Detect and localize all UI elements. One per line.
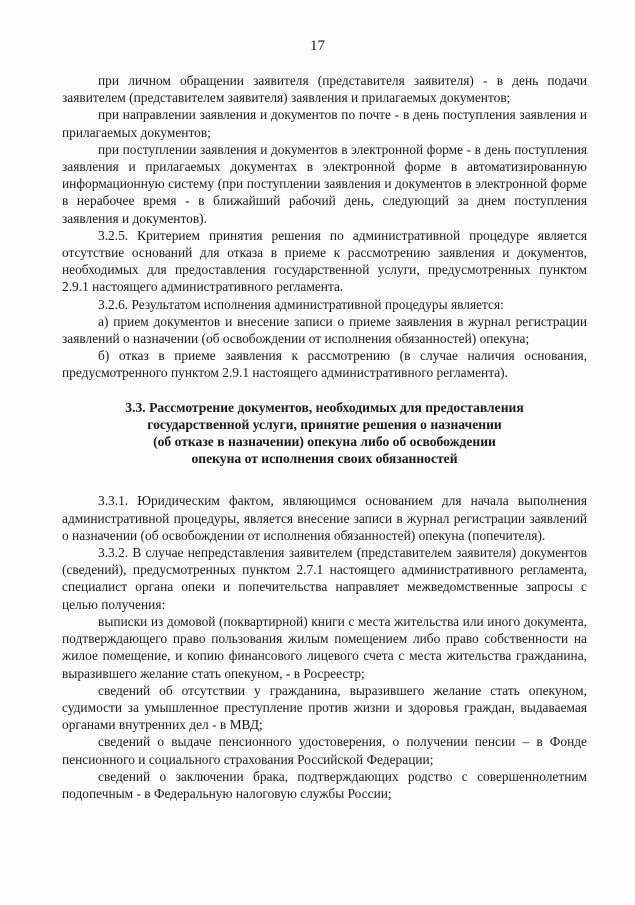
section-heading-line: опекуна от исполнения своих обязанностей xyxy=(191,451,458,467)
document-body xyxy=(62,72,587,802)
section-heading xyxy=(62,399,587,468)
paragraph: при поступлении заявления и документов в электронной форме - в день поступления заявления и прилагаемых документах в электронной форме в автоматизированную информационную систему (при поступлении заявления и документов в электронной форме в нерабочее время - в ближайший рабочий день, следующий за днем поступления заявления и документов). xyxy=(62,141,587,226)
paragraph: 3.3.1. Юридическим фактом, являющимся основанием для начала выполнения административной процедуры, является внесение записи в журнал регистрации заявлений о назначении (об освобождении от исполнения обязанностей) опекуна (попечителя). xyxy=(62,493,587,543)
section-heading-line: государственной услуги, принятие решения о назначении xyxy=(147,416,502,432)
paragraph: 3.3.2. В случае непредставления заявителем (представителем заявителя) документов (сведений), предусмотренных пунктом 2.7.1 настоящего административного регламента, специалист органа опеки и попечительства направляет межведомственные запросы с целью получения: xyxy=(62,545,587,612)
paragraph: сведений о выдаче пенсионного удостоверения, о получении пенсии – в Фонде пенсионного и социального страхования Российской Федерации; xyxy=(62,734,587,767)
paragraph: при личном обращении заявителя (представителя заявителя) - в день подачи заявителем (представителем заявителя) заявления и прилагаемых документов; xyxy=(62,73,587,106)
page-number: 17 xyxy=(310,38,325,54)
paragraph: сведений об отсутствии у гражданина, выразившего желание стать опекуном, судимости за умышленное преступление против жизни и здоровья граждан, выдаваемая органами внутренних дел - в МВД; xyxy=(62,682,587,733)
paragraph: при направлении заявления и документов по почте - в день поступления заявления и прилагаемых документов; xyxy=(62,107,587,140)
paragraph: а) прием документов и внесение записи о приеме заявления в журнал регистрации заявлений о назначении (об освобождении от исполнения обязанностей) опекуна; xyxy=(62,313,587,347)
paragraph: 3.2.5. Критерием принятия решения по административной процедуре является отсутствие оснований для отказа в приеме к рассмотрению заявления и документов, необходимых для предоставления государственной услуги, предусмотренных пунктом 2.9.1 настоящего административного регламента. xyxy=(62,227,587,295)
paragraph: 3.2.6. Результатом исполнения административной процедуры является: xyxy=(98,296,504,312)
paragraph: б) отказ в приеме заявления к рассмотрению (в случае наличия основания, предусмотренного пунктом 2.9.1 настоящего административного регламента). xyxy=(62,348,587,381)
paragraph: сведений о заключении брака, подтверждающих родство с совершеннолетним подопечным - в Федеральную налоговую службы России; xyxy=(62,768,587,801)
section-heading-line: (об отказе в назначении) опекуна либо об освобождении xyxy=(153,434,496,450)
paragraph: выписки из домовой (поквартирной) книги с места жительства или иного документа, подтверждающего право пользования жилым помещением либо право собственности на жилое помещение, и копию финансового лицевого счета с места жительства гражданина, выразившего желание стать опекуном, - в Росреестр; xyxy=(62,613,587,681)
section-heading-line: 3.3. Рассмотрение документов, необходимых для предоставления xyxy=(125,399,524,415)
